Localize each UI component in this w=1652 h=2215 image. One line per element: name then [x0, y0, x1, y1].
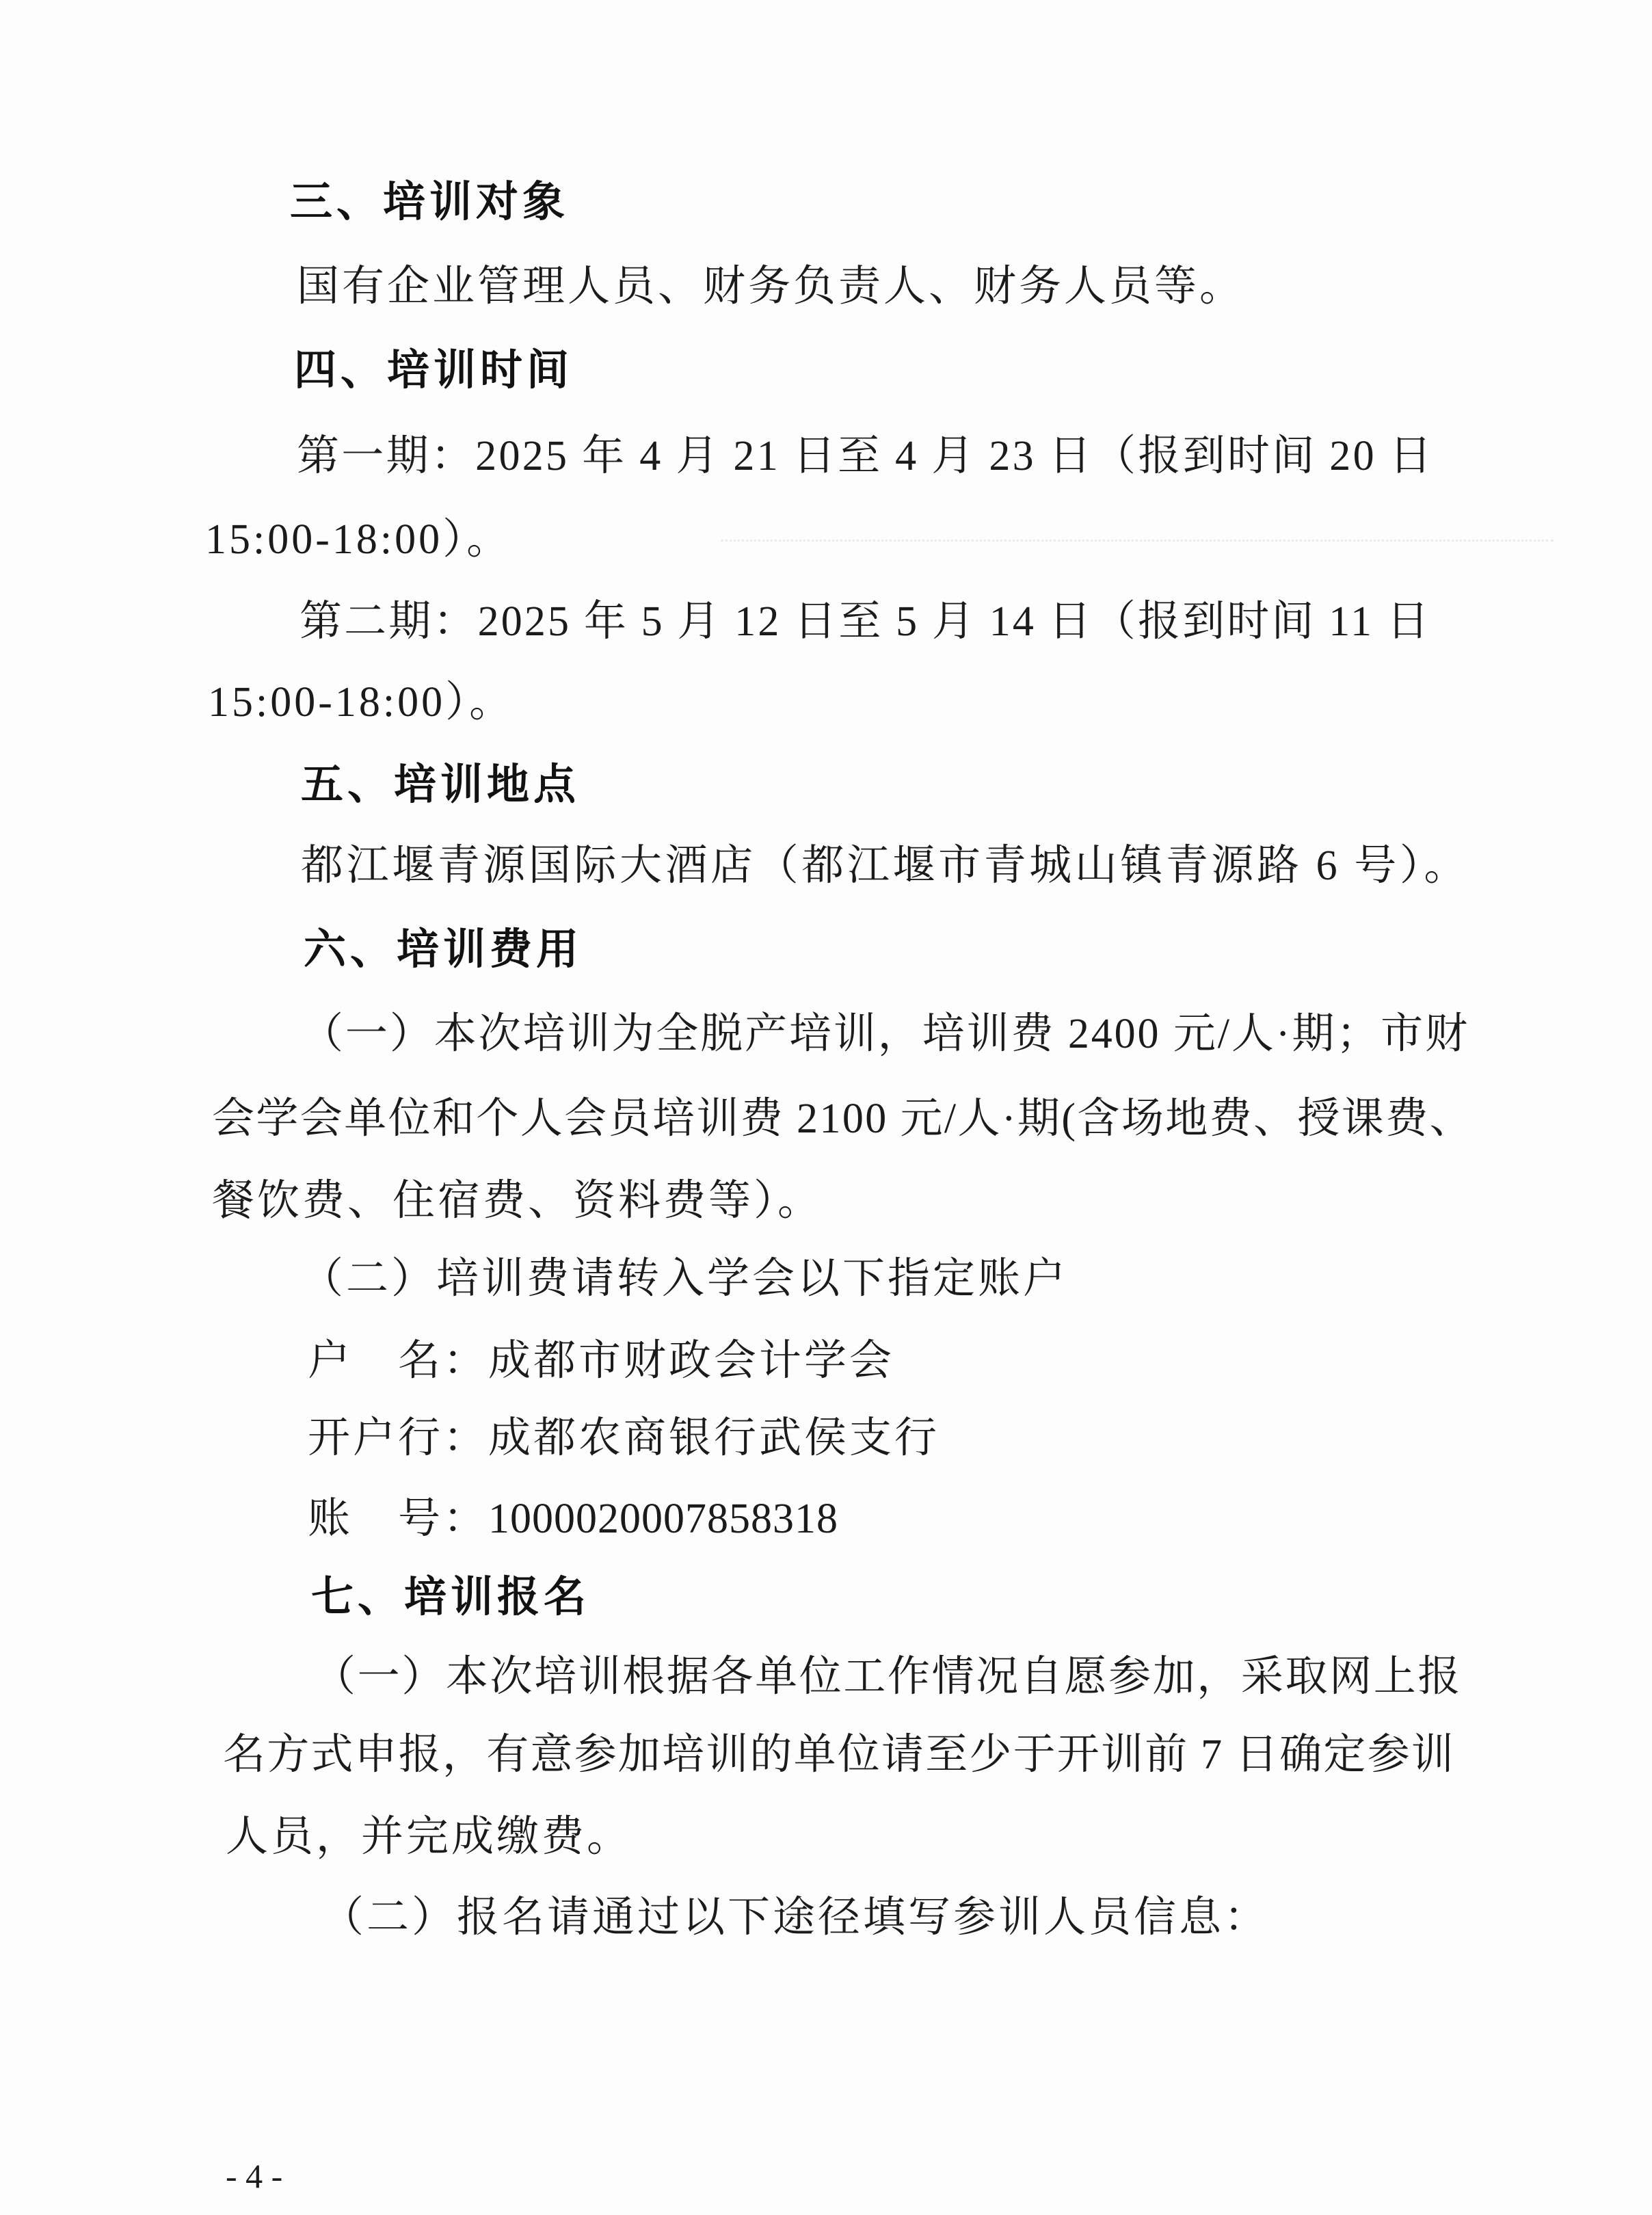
account-value: 成都市财政会计学会	[488, 1338, 895, 1384]
paragraph-line: （二）培训费请转入学会以下指定账户	[301, 1256, 1069, 1302]
account-number: 1000020007858318	[488, 1496, 839, 1542]
paragraph-line: （一）本次培训根据各单位工作情况自愿参加，采取网上报	[313, 1654, 1462, 1700]
paragraph-line: 15:00-18:00）。	[205, 516, 512, 563]
paragraph-line: （二）报名请通过以下途径填写参训人员信息：	[321, 1894, 1270, 1941]
paragraph-line-venue: 都江堰青源国际大酒店（都江堰市青城山镇青源路 6 号）。	[301, 843, 1469, 889]
account-row-name	[308, 1320, 894, 1402]
paragraph-line: 人员，并完成缴费。	[226, 1814, 632, 1860]
paragraph-line-period-two: 第二期：2025 年 5 月 12 日至 5 月 14 日（报到时间 11 日	[299, 598, 1431, 645]
paragraph-line: 名方式申报，有意参加培训的单位请至少于开训前 7 日确定参训	[223, 1732, 1455, 1778]
account-row-number	[308, 1478, 838, 1560]
section-heading-training-fee: 六、培训费用	[304, 924, 583, 974]
scan-streak	[721, 540, 1554, 542]
paragraph-line: 餐饮费、住宿费、资料费等）。	[212, 1178, 823, 1224]
section-heading-training-location: 五、培训地点	[301, 759, 581, 809]
paragraph-line: （一）本次培训为全脱产培训，培训费 2400 元/人·期；市财	[301, 1011, 1469, 1057]
account-row-bank	[308, 1397, 940, 1479]
section-heading-training-time: 四、培训时间	[294, 345, 574, 395]
account-value: 成都农商银行武侯支行	[488, 1415, 940, 1461]
account-label: 账 号：	[308, 1496, 489, 1542]
paragraph-line: 会学会单位和个人会员培训费 2100 元/人·期(含场地费、授课费、	[212, 1096, 1474, 1142]
page-number: - 4 -	[226, 2157, 283, 2195]
paragraph-line: 国有企业管理人员、财务负责人、财务人员等。	[297, 263, 1245, 310]
account-label: 户 名：	[308, 1338, 489, 1384]
account-label: 开户行：	[308, 1415, 489, 1461]
section-heading-registration: 七、培训报名	[311, 1571, 591, 1621]
section-heading-training-target: 三、培训对象	[290, 176, 570, 226]
paragraph-line-period-one: 第一期：2025 年 4 月 21 日至 4 月 23 日（报到时间 20 日	[297, 433, 1434, 479]
paragraph-line: 15:00-18:00）。	[208, 679, 515, 726]
